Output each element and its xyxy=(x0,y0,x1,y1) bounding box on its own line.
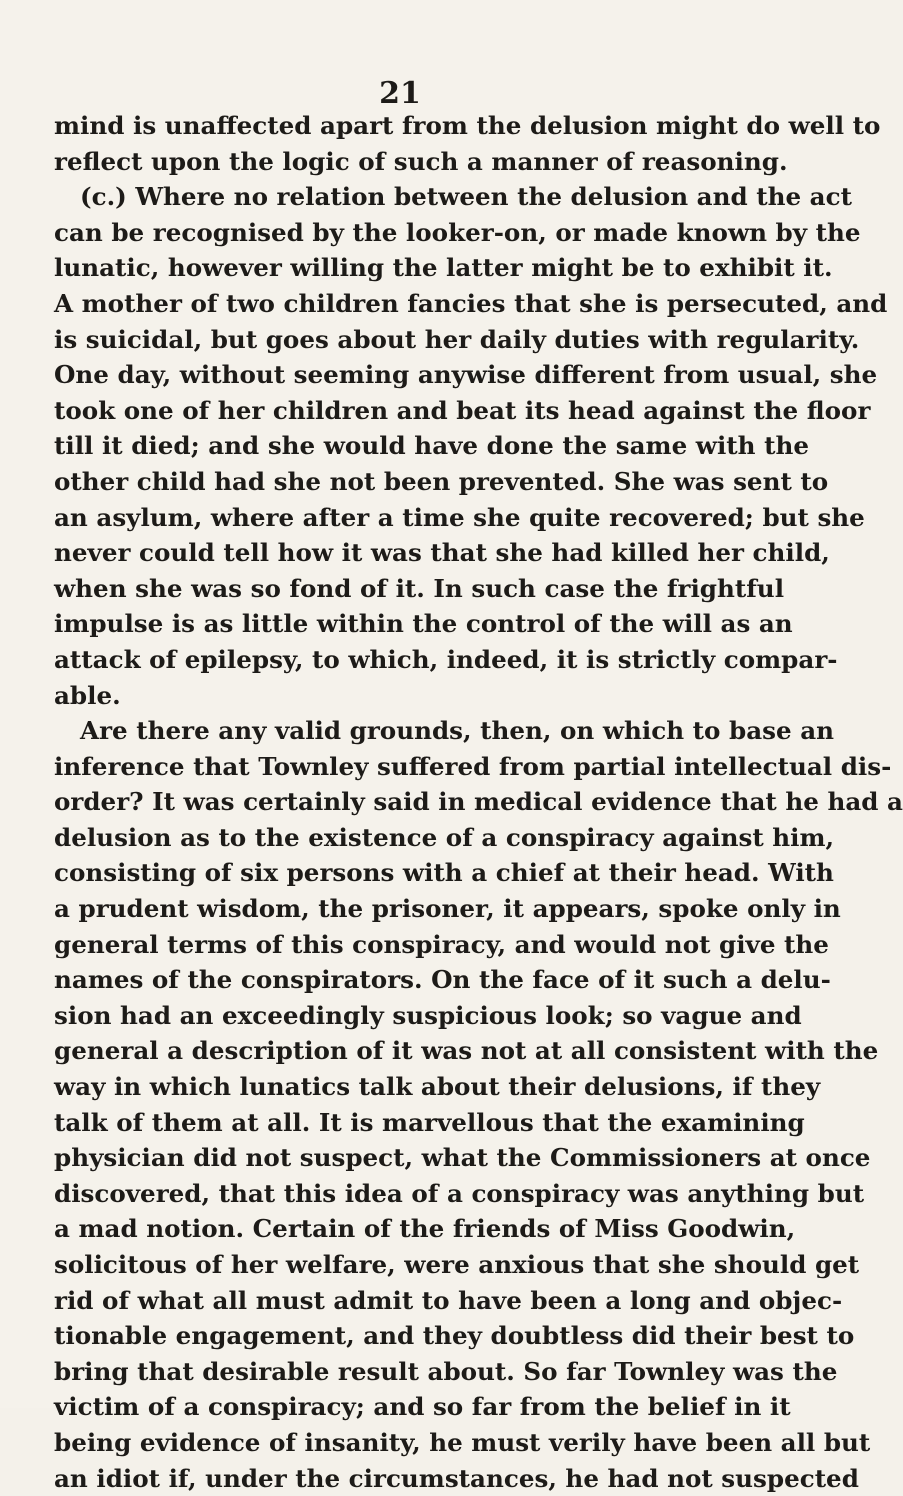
text-line: when she was so fond of it. In such case the frightful xyxy=(54,573,785,603)
text-line: bring that desirable result about. So far Townley was the xyxy=(54,1356,838,1386)
text-line: tionable engagement, and they doubtless did their best to xyxy=(54,1321,855,1351)
text-line: impulse is as little within the control of the will as an xyxy=(54,609,793,639)
text-line: discovered, that this idea of a conspiracy was anything but xyxy=(54,1178,865,1208)
text-line: sion had an exceedingly suspicious look; so vague and xyxy=(54,1000,802,1030)
text-line: is suicidal, but goes about her daily duties with regularity. xyxy=(54,324,860,354)
text-line: A mother of two children fancies that she is persecuted, and xyxy=(54,288,888,318)
page-number: 21 xyxy=(379,76,421,111)
text-line: attack of epilepsy, to which, indeed, it is strictly compar- xyxy=(54,644,838,674)
text-line: can be recognised by the looker-on, or made known by the xyxy=(54,217,861,247)
text-line: a prudent wisdom, the prisoner, it appears, spoke only in xyxy=(54,894,841,924)
text-line: way in which lunatics talk about their delusions, if they xyxy=(54,1072,821,1102)
text-line: never could tell how it was that she had killed her child, xyxy=(54,538,830,568)
text-line: other child had she not been prevented. She was sent to xyxy=(54,466,829,496)
text-line: delusion as to the existence of a conspiracy against him, xyxy=(54,822,835,852)
text-line: reflect upon the logic of such a manner of reasoning. xyxy=(54,146,788,176)
text-line: a mad notion. Certain of the friends of Miss Goodwin, xyxy=(54,1214,796,1244)
text-line: (c.) Where no relation between the delusion and the act xyxy=(80,182,852,212)
text-line: Are there any valid grounds, then, on which to base an xyxy=(80,716,835,746)
text-line: consisting of six persons with a chief at their head. With xyxy=(54,858,834,888)
text-line: lunatic, however willing the latter might be to exhibit it. xyxy=(54,253,833,283)
text-line: till it died; and she would have done the same with the xyxy=(54,431,809,461)
text-line: able. xyxy=(54,680,121,710)
text-line: an asylum, where after a time she quite recovered; but she xyxy=(54,502,865,532)
text-line: general a description of it was not at all consistent with the xyxy=(54,1036,879,1066)
text-line: physician did not suspect, what the Commissioners at once xyxy=(54,1143,871,1173)
text-line: an idiot if, under the circumstances, he had not suspected xyxy=(54,1463,859,1493)
text-line: One day, without seeming anywise different from usual, she xyxy=(54,360,878,390)
text-line: took one of her children and beat its head against the floor xyxy=(54,395,871,425)
text-line: solicitous of her welfare, were anxious that she should get xyxy=(54,1250,860,1279)
text-line: inference that Townley suffered from partial intellectual dis- xyxy=(54,751,892,781)
text-line: mind is unaffected apart from the delusion might do well to xyxy=(54,111,881,140)
body-text xyxy=(54,108,903,1496)
text-line: order? It was certainly said in medical evidence that he had a xyxy=(54,787,903,817)
text-line: talk of them at all. It is marvellous that the examining xyxy=(54,1107,805,1137)
text-line: general terms of this conspiracy, and would not give the xyxy=(54,929,829,959)
text-line: being evidence of insanity, he must verily have been all but xyxy=(54,1427,871,1457)
text-line: victim of a conspiracy; and so far from the belief in it xyxy=(54,1392,791,1422)
text-line: names of the conspirators. On the face of it such a delu- xyxy=(54,965,831,995)
text-line: rid of what all must admit to have been a long and objec- xyxy=(54,1285,843,1315)
